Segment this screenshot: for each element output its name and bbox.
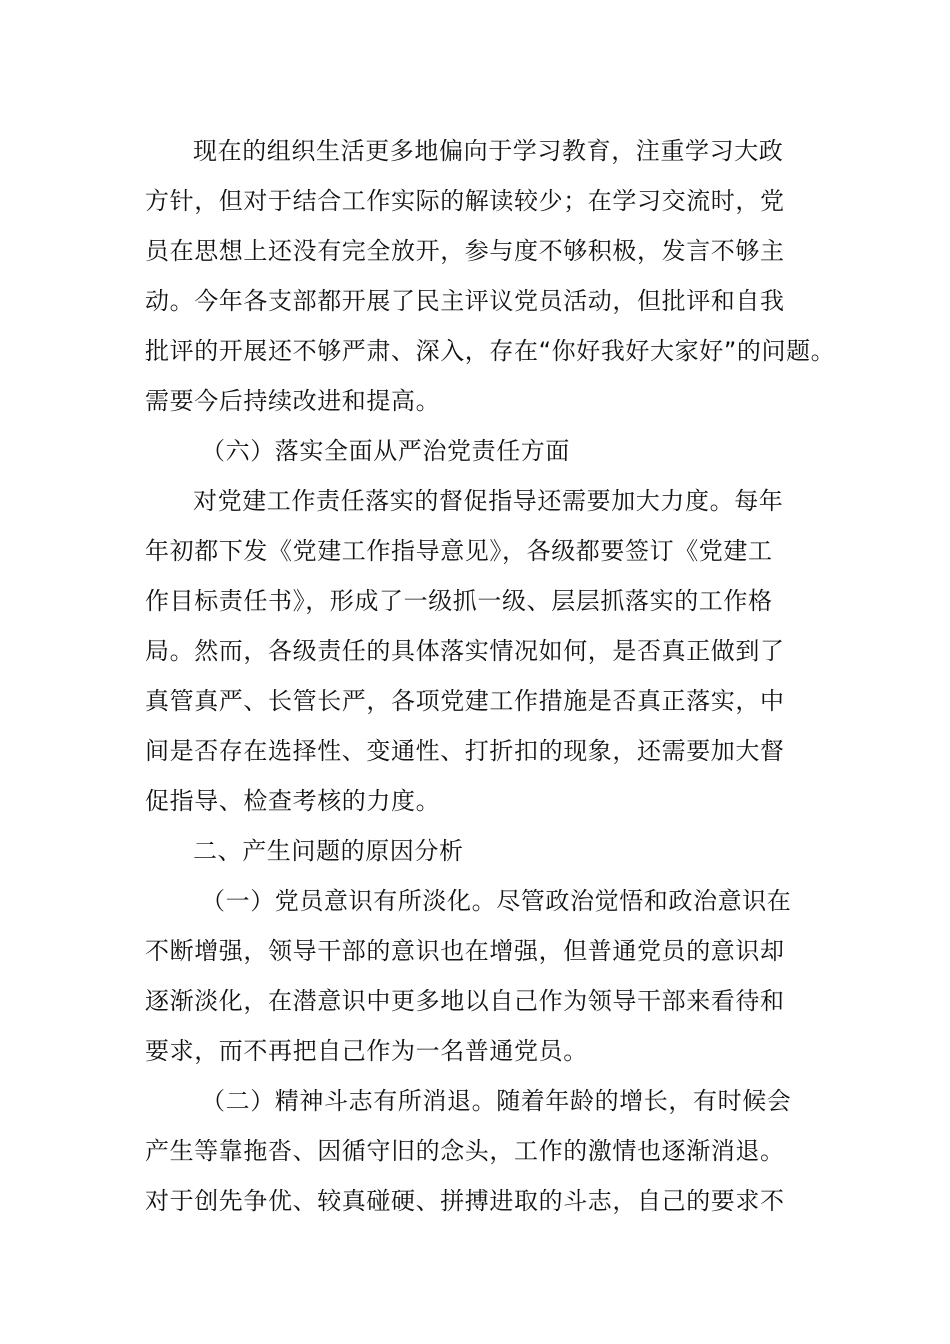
text-line: 局。然而，各级责任的具体落实情况如何，是否真正做到了 (145, 637, 785, 665)
document-body (145, 126, 836, 1226)
text-line: 需要今后持续改进和提高。 (145, 387, 441, 415)
section-heading (145, 426, 805, 476)
text-line: 方针，但对于结合工作实际的解读较少；在学习交流时，党 (145, 187, 785, 215)
text-line: 对党建工作责任落实的督促指导还需要加大力度。每年 (193, 487, 784, 515)
text-line: 对于创先争优、较真碰硬、拼搏进取的斗志，自己的要求不 (145, 1187, 785, 1215)
paragraph-supervision (145, 476, 805, 826)
text-line: （一）党员意识有所淡化。尽管政治觉悟和政治意识在 (201, 887, 792, 915)
text-line: 现在的组织生活更多地偏向于学习教育，注重学习大政 (193, 137, 784, 165)
text-line: 产生等靠拖沓、因循守旧的念头，工作的激情也逐渐消退。 (145, 1137, 785, 1165)
paragraph-party-awareness (145, 876, 805, 1076)
text-line: 作目标责任书》，形成了一级抓一级、层层抓落实的工作格 (145, 587, 773, 615)
text-line: 逐渐淡化，在潜意识中更多地以自己作为领导干部来看待和 (145, 987, 785, 1015)
text-line: 不断增强，领导干部的意识也在增强，但普通党员的意识却 (145, 937, 785, 965)
paragraph-spirit (145, 1076, 805, 1226)
text-line: 真管真严、长管长严，各项党建工作措施是否真正落实，中 (145, 687, 785, 715)
text-line: 间是否存在选择性、变通性、打折扣的现象，还需要加大督 (145, 737, 785, 765)
text-line: 动。今年各支部都开展了民主评议党员活动，但批评和自我 (145, 287, 785, 315)
text-line: 年初都下发《党建工作指导意见》，各级都要签订《党建工 (145, 537, 773, 565)
text-line: 要求，而不再把自己作为一名普通党员。 (145, 1037, 588, 1065)
text-line: （二）精神斗志有所消退。随着年龄的增长，有时候会 (201, 1087, 792, 1115)
paragraph-organization-life (145, 126, 836, 426)
text-line: 批评的开展还不够严肃、深入，存在“你好我好大家好”的问题。 (145, 337, 836, 365)
text-line: 促指导、检查考核的力度。 (145, 787, 441, 815)
heading-text: （六）落实全面从严治党责任方面 (201, 437, 570, 465)
text-line: 员在思想上还没有完全放开，参与度不够积极，发言不够主 (145, 237, 785, 265)
heading-text: 二、产生问题的原因分析 (193, 837, 464, 865)
section-heading (145, 826, 805, 876)
